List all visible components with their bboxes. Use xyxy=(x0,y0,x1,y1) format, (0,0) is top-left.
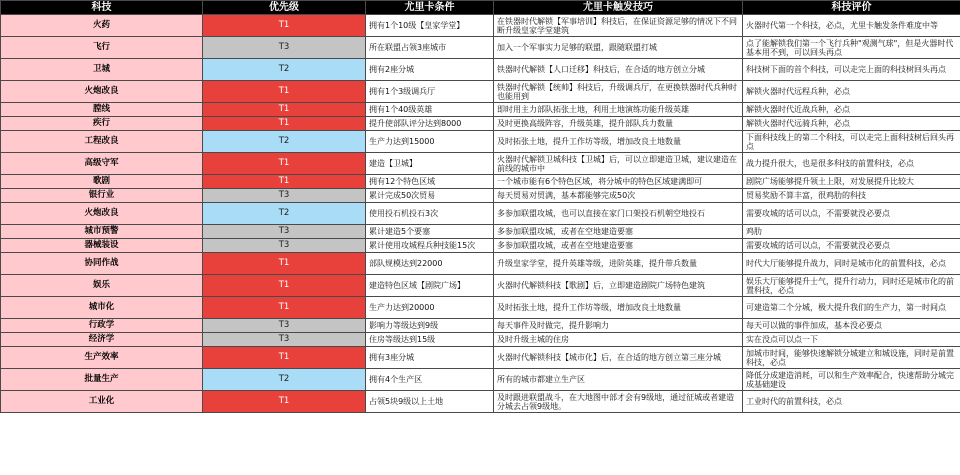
condition-cell: 影响力等级达到9级 xyxy=(366,319,494,333)
tech-cell: 工程改良 xyxy=(1,131,203,153)
priority-badge: T1 xyxy=(203,347,366,369)
tech-cell: 工业化 xyxy=(1,391,203,413)
condition-cell: 拥有1个40级英雄 xyxy=(366,103,494,117)
tech-cell: 卫城 xyxy=(1,59,203,81)
tips-cell: 铁器时代解锁【统帅】科技后，升级调兵厅，在更换铁器时代兵种时也能用到 xyxy=(494,81,743,103)
evaluation-cell: 战力提升很大，也是很多科技的前置科技，必点 xyxy=(743,153,960,175)
evaluation-cell: 解锁火器时代远程兵种，必点 xyxy=(743,81,960,103)
tech-cell: 火药 xyxy=(1,15,203,37)
evaluation-cell: 可建造第二个分城，极大提升我们的生产力，第一时间点 xyxy=(743,297,960,319)
table-row xyxy=(1,81,960,103)
tips-cell: 每天事件及时做完，提升影响力 xyxy=(494,319,743,333)
table-row xyxy=(1,117,960,131)
table-row xyxy=(1,275,960,297)
tech-cell: 城市化 xyxy=(1,297,203,319)
evaluation-cell: 实在没点可以点一下 xyxy=(743,333,960,347)
evaluation-cell: 加城市时间，能够快速解锁分城建立和城设施，同时是前置科技，必点 xyxy=(743,347,960,369)
tips-cell: 所有的城市都建立生产区 xyxy=(494,369,743,391)
table-row xyxy=(1,203,960,225)
priority-badge: T1 xyxy=(203,15,366,37)
priority-badge: T3 xyxy=(203,239,366,253)
evaluation-cell: 剧院广场能够提升领土上限，对发展提升比较大 xyxy=(743,175,960,189)
condition-cell: 部队规模达到22000 xyxy=(366,253,494,275)
tips-cell: 在铁器时代解锁【军事培训】科技后，在保证资源足够的情况下不同断升级皇家学堂建筑 xyxy=(494,15,743,37)
priority-badge: T1 xyxy=(203,275,366,297)
tips-cell: 升级皇家学堂，提升英雄等级，进阶英雄，提升带兵数量 xyxy=(494,253,743,275)
tips-cell: 火器时代解锁科技【歌剧】后，立即建造剧院广场特色建筑 xyxy=(494,275,743,297)
table-row xyxy=(1,103,960,117)
evaluation-cell: 时代大厅能够提升战力，同时是城市化的前置科技，必点 xyxy=(743,253,960,275)
table-row xyxy=(1,225,960,239)
header-row xyxy=(1,1,960,15)
tips-cell: 及时跟进联盟战斗，在大地图中部才会有9级地，通过征城或者建造分城去占领9级地。 xyxy=(494,391,743,413)
table-row xyxy=(1,189,960,203)
table-row xyxy=(1,153,960,175)
condition-cell: 累计使用攻城程兵种技能15次 xyxy=(366,239,494,253)
priority-badge: T2 xyxy=(203,369,366,391)
evaluation-cell: 下面科技线上的第二个科技，可以走完上面科技树后回头再点 xyxy=(743,131,960,153)
evaluation-cell: 娱乐大厅能够提升士气，提升行动力，同时还是城市化的前置科技，必点 xyxy=(743,275,960,297)
priority-badge: T3 xyxy=(203,319,366,333)
condition-cell: 拥有2座分城 xyxy=(366,59,494,81)
tips-cell: 及时升级主城的住房 xyxy=(494,333,743,347)
tips-cell: 多参加联盟攻城，也可以直接在家门口架投石机朝空地投石 xyxy=(494,203,743,225)
condition-cell: 生产力达到20000 xyxy=(366,297,494,319)
priority-badge: T3 xyxy=(203,225,366,239)
header-tech: 科技 xyxy=(1,1,203,15)
table-row xyxy=(1,253,960,275)
tech-cell: 火炮改良 xyxy=(1,81,203,103)
table-row xyxy=(1,391,960,413)
tech-cell: 器械装设 xyxy=(1,239,203,253)
evaluation-cell: 降低分成建造消耗，可以和生产效率配合，快速帮助分城完成基础建设 xyxy=(743,369,960,391)
condition-cell: 生产力达到15000 xyxy=(366,131,494,153)
evaluation-cell: 解锁火器时代远骑兵种，必点 xyxy=(743,117,960,131)
table-body xyxy=(1,15,960,413)
tech-cell: 火炮改良 xyxy=(1,203,203,225)
condition-cell: 使用投石机投石3次 xyxy=(366,203,494,225)
tips-cell: 多参加联盟攻城，或者在空地建造要塞 xyxy=(494,225,743,239)
table-row xyxy=(1,347,960,369)
evaluation-cell: 需要攻城的话可以点，不需要就没必要点 xyxy=(743,239,960,253)
tech-cell: 协同作战 xyxy=(1,253,203,275)
tech-cell: 疾行 xyxy=(1,117,203,131)
tips-cell: 每天贸易对贸满，基本都能够完成50次 xyxy=(494,189,743,203)
priority-badge: T1 xyxy=(203,253,366,275)
tech-cell: 娱乐 xyxy=(1,275,203,297)
table-row xyxy=(1,369,960,391)
evaluation-cell: 火器时代第一个科技，必点，尤里卡触发条件难度中等 xyxy=(743,15,960,37)
priority-badge: T1 xyxy=(203,175,366,189)
header-priority: 优先级 xyxy=(203,1,366,15)
priority-badge: T3 xyxy=(203,37,366,59)
tips-cell: 火器时代解锁科技【城市化】后，在合适的地方创立第三座分城 xyxy=(494,347,743,369)
condition-cell: 拥有1个10级【皇家学堂】 xyxy=(366,15,494,37)
tips-cell: 铁器时代解锁【人口迁移】科技后，在合适的地方创立分城 xyxy=(494,59,743,81)
condition-cell: 拥有1个3级调兵厅 xyxy=(366,81,494,103)
tech-cell: 城市预警 xyxy=(1,225,203,239)
priority-badge: T3 xyxy=(203,189,366,203)
tech-cell: 膛线 xyxy=(1,103,203,117)
priority-badge: T3 xyxy=(203,333,366,347)
tech-cell: 批量生产 xyxy=(1,369,203,391)
condition-cell: 占领5块9级以上土地 xyxy=(366,391,494,413)
condition-cell: 累计建造5个要塞 xyxy=(366,225,494,239)
evaluation-cell: 工业时代的前置科技，必点 xyxy=(743,391,960,413)
tech-cell: 银行业 xyxy=(1,189,203,203)
condition-cell: 住房等级达到15级 xyxy=(366,333,494,347)
tech-cell: 飞行 xyxy=(1,37,203,59)
table-row xyxy=(1,59,960,81)
evaluation-cell: 贸易奖励不算丰富，很鸡肋的科技 xyxy=(743,189,960,203)
condition-cell: 所在联盟占领3座城市 xyxy=(366,37,494,59)
tips-cell: 多参加联盟攻城，或者在空地建造要塞 xyxy=(494,239,743,253)
table-row xyxy=(1,131,960,153)
evaluation-cell: 科技树下面的首个科技，可以走完上面的科技树回头再点 xyxy=(743,59,960,81)
condition-cell: 建造特色区域【剧院广场】 xyxy=(366,275,494,297)
table-row xyxy=(1,15,960,37)
table-row xyxy=(1,175,960,189)
header-tips: 尤里卡触发技巧 xyxy=(494,1,743,15)
tips-cell: 及时拓张土地，提升工作坊等级，增加改良土地数量 xyxy=(494,131,743,153)
priority-badge: T2 xyxy=(203,203,366,225)
priority-badge: T1 xyxy=(203,391,366,413)
tips-cell: 加入一个军事实力足够的联盟，跟随联盟打城 xyxy=(494,37,743,59)
evaluation-cell: 鸡肋 xyxy=(743,225,960,239)
condition-cell: 提升使部队评分达到8000 xyxy=(366,117,494,131)
evaluation-cell: 每天可以做的事件加成，基本没必要点 xyxy=(743,319,960,333)
tips-cell: 一个城市能有6个特色区域，将分城中的特色区域建满即可 xyxy=(494,175,743,189)
tips-cell: 即时用主力部队拓张土地，利用土地演练功能升级英雄 xyxy=(494,103,743,117)
tech-cell: 生产效率 xyxy=(1,347,203,369)
priority-badge: T1 xyxy=(203,153,366,175)
priority-badge: T1 xyxy=(203,117,366,131)
priority-badge: T2 xyxy=(203,59,366,81)
table-row xyxy=(1,297,960,319)
tech-cell: 经济学 xyxy=(1,333,203,347)
priority-badge: T1 xyxy=(203,103,366,117)
priority-badge: T1 xyxy=(203,297,366,319)
tips-cell: 火器时代解锁卫城科技【卫城】后，可以立即建造卫城，建议建造在前线的城市中 xyxy=(494,153,743,175)
condition-cell: 建造【卫城】 xyxy=(366,153,494,175)
tech-cell: 高级守军 xyxy=(1,153,203,175)
header-condition: 尤里卡条件 xyxy=(366,1,494,15)
table-row xyxy=(1,37,960,59)
header-evaluation: 科技评价 xyxy=(743,1,960,15)
table-row xyxy=(1,333,960,347)
priority-badge: T2 xyxy=(203,131,366,153)
priority-badge: T1 xyxy=(203,81,366,103)
tips-cell: 及时更换高级阵容，升级英雄，提升部队兵力数量 xyxy=(494,117,743,131)
table-row xyxy=(1,239,960,253)
tech-cell: 歌剧 xyxy=(1,175,203,189)
condition-cell: 拥有3座分城 xyxy=(366,347,494,369)
condition-cell: 拥有12个特色区域 xyxy=(366,175,494,189)
evaluation-cell: 点了能解锁我们第一个飞行兵种"观测气球"，但是火器时代基本用不到，可以回头再点 xyxy=(743,37,960,59)
table-row xyxy=(1,319,960,333)
condition-cell: 累计完成50次贸易 xyxy=(366,189,494,203)
evaluation-cell: 解锁火器时代近战兵种，必点 xyxy=(743,103,960,117)
condition-cell: 拥有4个生产区 xyxy=(366,369,494,391)
evaluation-cell: 需要攻城的话可以点，不需要就没必要点 xyxy=(743,203,960,225)
tech-cell: 行政学 xyxy=(1,319,203,333)
tips-cell: 及时拓张土地，提升工作坊等级，增加改良土地数量 xyxy=(494,297,743,319)
